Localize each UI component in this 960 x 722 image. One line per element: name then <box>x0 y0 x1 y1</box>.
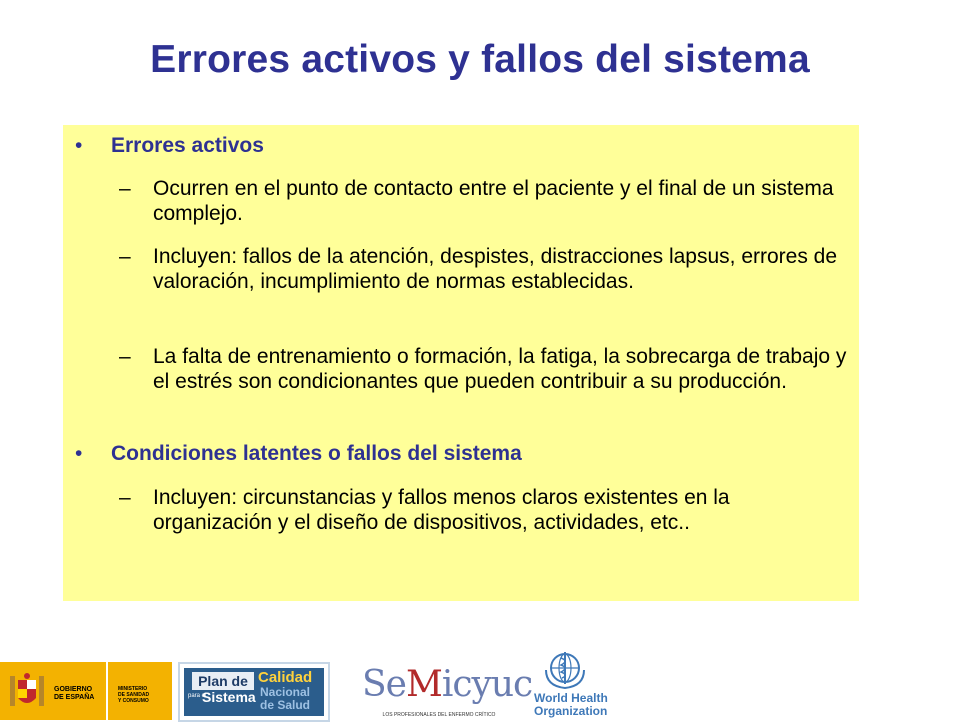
ministerio-line3: Y CONSUMO <box>118 698 149 704</box>
nacional-label: Nacional <box>260 685 311 699</box>
semicyuc-prefix: Se <box>362 664 406 705</box>
plan-de-label: Plan de <box>192 672 254 690</box>
salud-label: de Salud <box>260 698 311 712</box>
calidad-label: Calidad <box>258 669 313 686</box>
who-text <box>534 692 608 718</box>
subitem-text: Ocurren en el punto de contacto entre el paciente y el final de un sistema complejo. <box>153 177 834 225</box>
semicyuc-wordmark <box>362 664 532 705</box>
who-line1: World Health <box>534 691 608 705</box>
content-box <box>63 125 859 601</box>
coat-of-arms-icon <box>8 672 46 712</box>
dash-marker: – <box>119 345 131 368</box>
ministerio-line1: MINISTERIO <box>118 686 148 692</box>
dash-marker: – <box>119 245 131 268</box>
subitem-text: La falta de entrenamiento o formación, la fatiga, la sobrecarga de trabajo y el estrés son condicionantes que pueden contribuir a su producción. <box>153 345 847 393</box>
semicyuc-mid: M <box>405 664 442 705</box>
plan-calidad-logo <box>178 662 330 722</box>
gobierno-line2: DE ESPAÑA <box>54 694 95 701</box>
who-logo <box>530 648 626 720</box>
subitem-text: Incluyen: circunstancias y fallos menos claros existentes en la organización y el diseño de dispositivos, actividades, etc.. <box>153 486 730 534</box>
semicyuc-suffix: icyuc <box>441 664 533 705</box>
ministerio-block <box>106 662 172 720</box>
who-emblem-icon <box>540 648 590 692</box>
gobierno-line1: GOBIERNO <box>54 686 93 693</box>
gobierno-block <box>0 662 104 720</box>
semicyuc-logo <box>360 664 533 720</box>
bullet-marker: • <box>75 442 83 465</box>
gobierno-text <box>54 686 94 702</box>
gobierno-ministerio-logo <box>0 662 170 720</box>
subitem-text: Incluyen: fallos de la atención, despistes, distracciones lapsus, errores de valoración, incumplimiento de normas establecidas. <box>153 245 838 293</box>
dash-marker: – <box>119 177 131 200</box>
ministerio-line2: DE SANIDAD <box>118 692 150 698</box>
plan-calidad-panel <box>184 668 324 716</box>
bullet-heading: Condiciones latentes o fallos del sistema <box>111 442 522 465</box>
bullet-marker: • <box>75 134 83 157</box>
slide-title: Errores activos y fallos del sistema <box>150 38 810 81</box>
dash-marker: – <box>119 486 131 509</box>
sistema-label: Sistema <box>202 689 256 705</box>
who-line2: Organization <box>534 704 608 718</box>
para-el-label: para el <box>188 693 207 699</box>
ministerio-text <box>118 686 149 704</box>
bullet-heading: Errores activos <box>111 134 264 157</box>
semicyuc-tagline: LOS PROFESIONALES DEL ENFERMO CRÍTICO <box>382 712 496 718</box>
